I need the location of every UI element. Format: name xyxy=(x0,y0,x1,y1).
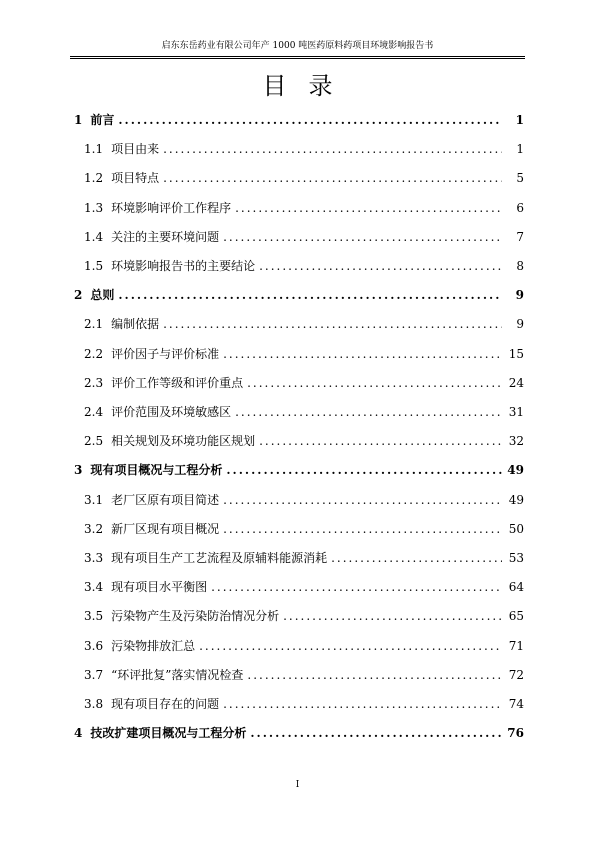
toc-entry-page: 5 xyxy=(516,171,524,186)
toc-dot-leader xyxy=(259,256,502,276)
toc-entry-page: 53 xyxy=(508,551,524,565)
page-footer xyxy=(0,780,595,790)
toc-section-entry[interactable] xyxy=(74,227,524,247)
toc-entry-number: 1 xyxy=(74,113,83,127)
toc-entry-number: 2.2 xyxy=(84,346,104,361)
toc-entry-number: 2.3 xyxy=(84,375,104,390)
toc-section-entry[interactable] xyxy=(74,490,524,510)
toc-dot-leader xyxy=(247,373,502,393)
toc-section-entry[interactable] xyxy=(74,577,524,597)
toc-entry-page: 49 xyxy=(508,492,524,507)
toc-entry-page: 9 xyxy=(515,288,524,303)
toc-entry-number: 1.2 xyxy=(84,171,104,186)
toc-entry-page: 8 xyxy=(516,259,524,273)
toc-section-entry[interactable] xyxy=(74,256,524,276)
toc-entry-label: 关注的主要环境问题 xyxy=(111,229,220,244)
toc-entry-number: 1.5 xyxy=(84,259,104,273)
toc-entry-page: 32 xyxy=(508,434,524,449)
toc-entry-page: 65 xyxy=(508,609,524,624)
toc-chapter-entry[interactable] xyxy=(74,723,524,743)
toc-entry-label: 评价范围及环境敏感区 xyxy=(111,405,232,419)
toc-section-entry[interactable] xyxy=(74,548,524,568)
toc-entry-number: 2.4 xyxy=(84,405,104,419)
toc-dot-leader xyxy=(235,402,502,422)
toc-entry-page: 64 xyxy=(508,580,524,595)
toc-entry-label: 项目特点 xyxy=(111,171,160,186)
toc-entry-page: 74 xyxy=(508,697,524,711)
toc-dot-leader xyxy=(163,314,502,334)
page-number: I xyxy=(295,780,300,790)
toc-entry-label: 环境影响报告书的主要结论 xyxy=(111,259,256,273)
toc-entry-label: 评价因子与评价标准 xyxy=(111,346,220,361)
toc-entry-label: 编制依据 xyxy=(111,317,160,332)
toc-dot-leader xyxy=(235,198,502,218)
toc-dot-leader xyxy=(118,285,502,305)
toc-section-entry[interactable] xyxy=(74,636,524,656)
toc-entry-number: 1.4 xyxy=(84,229,104,244)
toc-section-entry[interactable] xyxy=(74,519,524,539)
toc-entry-page: 24 xyxy=(508,375,524,390)
toc-entry-label: 技改扩建项目概况与工程分析 xyxy=(90,726,247,741)
toc-entry-page: 31 xyxy=(508,405,524,419)
toc-entry-page: 76 xyxy=(507,726,524,741)
toc-dot-leader xyxy=(223,344,502,364)
toc-section-entry[interactable] xyxy=(74,606,524,626)
toc-entry-label: 新厂区现有项目概况 xyxy=(111,521,220,536)
toc-dot-leader xyxy=(247,665,502,685)
toc-entry-page: 15 xyxy=(508,346,524,361)
toc-dot-leader xyxy=(223,490,502,510)
toc-section-entry[interactable] xyxy=(74,198,524,218)
toc-entry-label: 老厂区原有项目简述 xyxy=(111,492,220,507)
toc-entry-number: 3.2 xyxy=(84,521,104,536)
toc-entry-number: 1.1 xyxy=(84,142,104,157)
toc-dot-leader xyxy=(223,694,502,714)
toc-entry-number: 2.1 xyxy=(84,317,104,332)
toc-section-entry[interactable] xyxy=(74,431,524,451)
toc-dot-leader xyxy=(223,519,502,539)
toc-entry-number: 2.5 xyxy=(84,434,104,449)
toc-entry-number: 3 xyxy=(74,463,83,478)
toc-section-entry[interactable] xyxy=(74,168,524,188)
toc-dot-leader xyxy=(250,723,502,743)
toc-entry-label: 评价工作等级和评价重点 xyxy=(111,375,244,390)
toc-entry-label: 总则 xyxy=(90,288,115,303)
toc-entry-label: 现有项目概况与工程分析 xyxy=(90,463,223,478)
toc-entry-page: 72 xyxy=(508,667,524,682)
running-header xyxy=(70,38,525,57)
toc-entry-number: 4 xyxy=(74,726,83,741)
running-header-text: 启东东岳药业有限公司年产 1000 吨医药原料药项目环境影响报告书 xyxy=(161,41,434,51)
toc-entry-page: 50 xyxy=(508,521,524,536)
toc-entry-label: 现有项目存在的问题 xyxy=(111,697,220,711)
toc-entry-page: 1 xyxy=(515,113,524,127)
toc-dot-leader xyxy=(283,606,502,626)
toc-dot-leader xyxy=(259,431,502,451)
toc-dot-leader xyxy=(199,636,502,656)
toc-dot-leader xyxy=(226,460,502,480)
toc-entry-page: 6 xyxy=(516,200,524,215)
toc-dot-leader xyxy=(163,139,502,159)
toc-entry-number: 3.5 xyxy=(84,609,104,624)
toc-section-entry[interactable] xyxy=(74,314,524,334)
toc-entry-label: 现有项目水平衡图 xyxy=(111,580,208,595)
toc-entry-label: 前言 xyxy=(90,113,115,127)
toc-entry-number: 1.3 xyxy=(84,200,104,215)
toc-section-entry[interactable] xyxy=(74,373,524,393)
toc-entry-label: 污染物排放汇总 xyxy=(111,638,196,653)
toc-entry-number: 3.4 xyxy=(84,580,104,595)
page-title: 目录 xyxy=(262,72,355,100)
toc-section-entry[interactable] xyxy=(74,139,524,159)
toc-section-entry[interactable] xyxy=(74,402,524,422)
toc-chapter-entry[interactable] xyxy=(74,285,524,305)
toc-entry-number: 3.8 xyxy=(84,697,104,711)
toc-entry-number: 3.6 xyxy=(84,638,104,653)
toc-entry-label: “环评批复”落实情况检查 xyxy=(111,667,244,682)
toc-entry-page: 1 xyxy=(516,142,524,157)
toc-section-entry[interactable] xyxy=(74,694,524,714)
toc-dot-leader xyxy=(223,227,502,247)
toc-section-entry[interactable] xyxy=(74,344,524,364)
toc-dot-leader xyxy=(163,168,502,188)
toc-entry-number: 3.3 xyxy=(84,551,104,565)
toc-entry-number: 3.7 xyxy=(84,667,104,682)
toc-chapter-entry[interactable] xyxy=(74,460,524,480)
toc-section-entry[interactable] xyxy=(74,665,524,685)
toc-entry-page: 71 xyxy=(508,638,524,653)
toc-dot-leader xyxy=(211,577,502,597)
toc-entry-number: 3.1 xyxy=(84,492,104,507)
toc-entry-label: 现有项目生产工艺流程及原辅料能源消耗 xyxy=(111,551,328,565)
toc-dot-leader xyxy=(118,110,502,130)
toc-entry-page: 9 xyxy=(516,317,524,332)
toc-entry-label: 污染物产生及污染防治情况分析 xyxy=(111,609,280,624)
toc-chapter-entry[interactable] xyxy=(74,110,524,130)
toc-entry-label: 相关规划及环境功能区规划 xyxy=(111,434,256,449)
toc-entry-page: 7 xyxy=(516,229,524,244)
toc-entry-label: 环境影响评价工作程序 xyxy=(111,200,232,215)
toc-entry-page: 49 xyxy=(507,463,524,478)
toc-entry-number: 2 xyxy=(74,288,83,303)
toc-entry-label: 项目由来 xyxy=(111,142,160,157)
toc-dot-leader xyxy=(331,548,502,568)
